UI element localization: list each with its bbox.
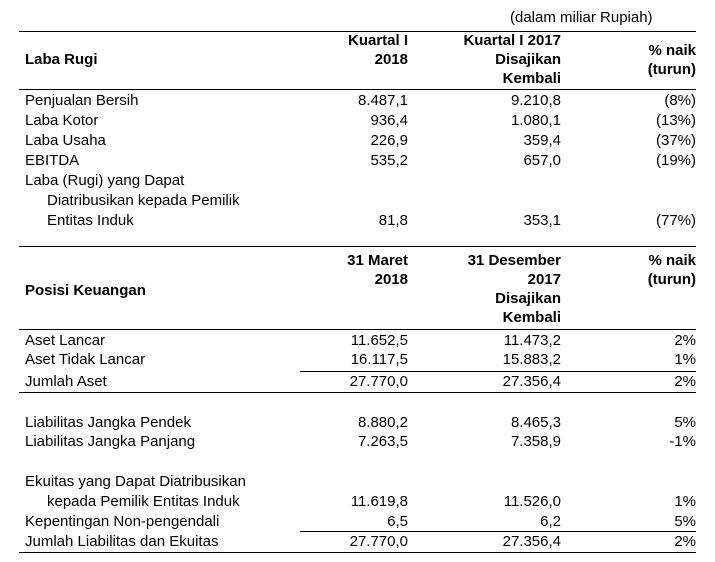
pk-col3-header-line2: (turun) [647,271,696,288]
row-value-prior: 8.465,3 [510,414,561,431]
row-value-current: 27.770,0 [349,533,408,550]
row-value-current: 27.770,0 [349,373,408,390]
subtotal-rule-top [300,371,696,372]
row-value-prior: 353,1 [523,212,561,229]
row-value-prior: 15.883,2 [502,351,561,368]
row-value-change: -1% [669,433,696,450]
row-value-change: 1% [674,351,696,368]
row-label: Kepentingan Non-pengendali [25,513,220,530]
posisi-header-rule [19,329,696,330]
row-label: EBITDA [25,152,80,169]
pk-col2-header-line1: 31 Desember [467,252,561,269]
pk-col2-header-line4: Kembali [502,309,561,326]
row-value-prior: 27.356,4 [502,373,561,390]
row-value-change: 5% [674,513,696,530]
row-value-current: 11.619,8 [350,493,408,510]
lr-col1-header-line2: 2018 [374,51,408,68]
row-value-change: 2% [674,332,696,349]
row-value-change: (19%) [655,152,696,169]
row-value-current: 8.880,2 [357,414,408,431]
row-value-current: 535,2 [370,152,408,169]
row-value-current: 7.263,5 [357,433,408,450]
row-label: Jumlah Aset [25,373,107,390]
row-value-prior: 7.358,9 [510,433,561,450]
posisi-top-rule [19,246,696,247]
row-label: Aset Tidak Lancar [25,351,146,368]
row-value-prior: 11.526,0 [503,493,561,510]
row-label: Laba Usaha [25,132,106,149]
row-value-change: 1% [674,493,696,510]
row-value-prior: 1.080,1 [510,112,561,129]
row-value-prior: 657,0 [523,152,561,169]
row-value-change: (37%) [655,132,696,149]
total-rule-bottom [19,552,696,553]
lr-col3-header-line1: % naik [648,42,696,59]
row-label: Laba Kotor [25,112,99,129]
posisi-title: Posisi Keuangan [25,282,146,299]
row-label-line2: kepada Pemilik Entitas Induk [47,493,240,510]
row-value-current: 16.117,5 [350,351,408,368]
row-label-line2: Diatribusikan kepada Pemilik [47,192,240,209]
row-value-prior: 9.210,8 [510,92,561,109]
row-value-change: (77%) [655,212,696,229]
row-value-change: 2% [674,533,696,550]
row-label: Jumlah Liabilitas dan Ekuitas [25,533,219,550]
row-value-change: (8%) [664,92,696,109]
lr-col2-header-line1: Kuartal I 2017 [463,32,561,49]
row-value-change: 5% [674,414,696,431]
row-value-current: 6,5 [387,513,408,530]
laba-rugi-title: Laba Rugi [25,51,98,68]
row-label: Penjualan Bersih [25,92,139,109]
row-value-change: 2% [674,373,696,390]
row-label-line3: Entitas Induk [47,212,134,229]
row-value-current: 8.487,1 [357,92,408,109]
laba-rugi-header-rule [19,89,696,90]
pk-col2-header-line3: Disajikan [495,290,561,307]
pk-col2-header-line2: 2017 [527,271,561,288]
pk-col3-header-line1: % naik [648,252,696,269]
lr-col1-header-line1: Kuartal I [347,32,408,49]
lr-col2-header-line2: Disajikan [495,51,561,68]
row-label: Liabilitas Jangka Panjang [25,433,196,450]
row-value-current: 11.652,5 [350,332,408,349]
row-value-change: (13%) [655,112,696,129]
subtotal-rule-bottom [19,392,696,393]
lr-col2-header-line3: Kembali [502,70,561,87]
row-value-current: 226,9 [370,132,408,149]
total-rule-top [300,531,696,532]
pk-col1-header-line2: 2018 [374,271,408,288]
row-label-line1: Ekuitas yang Dapat Diatribusikan [25,473,246,490]
row-value-prior: 27.356,4 [502,533,561,550]
row-value-prior: 11.473,2 [503,332,561,349]
row-label: Aset Lancar [25,332,106,349]
row-label: Liabilitas Jangka Pendek [25,414,191,431]
row-value-current: 936,4 [370,112,408,129]
pk-col1-header-line1: 31 Maret [347,252,408,269]
unit-note: (dalam miliar Rupiah) [510,9,653,26]
row-value-prior: 6,2 [540,513,561,530]
row-label-line1: Laba (Rugi) yang Dapat [25,172,185,189]
row-value-current: 81,8 [378,212,408,229]
lr-col3-header-line2: (turun) [647,61,696,78]
row-value-prior: 359,4 [523,132,561,149]
